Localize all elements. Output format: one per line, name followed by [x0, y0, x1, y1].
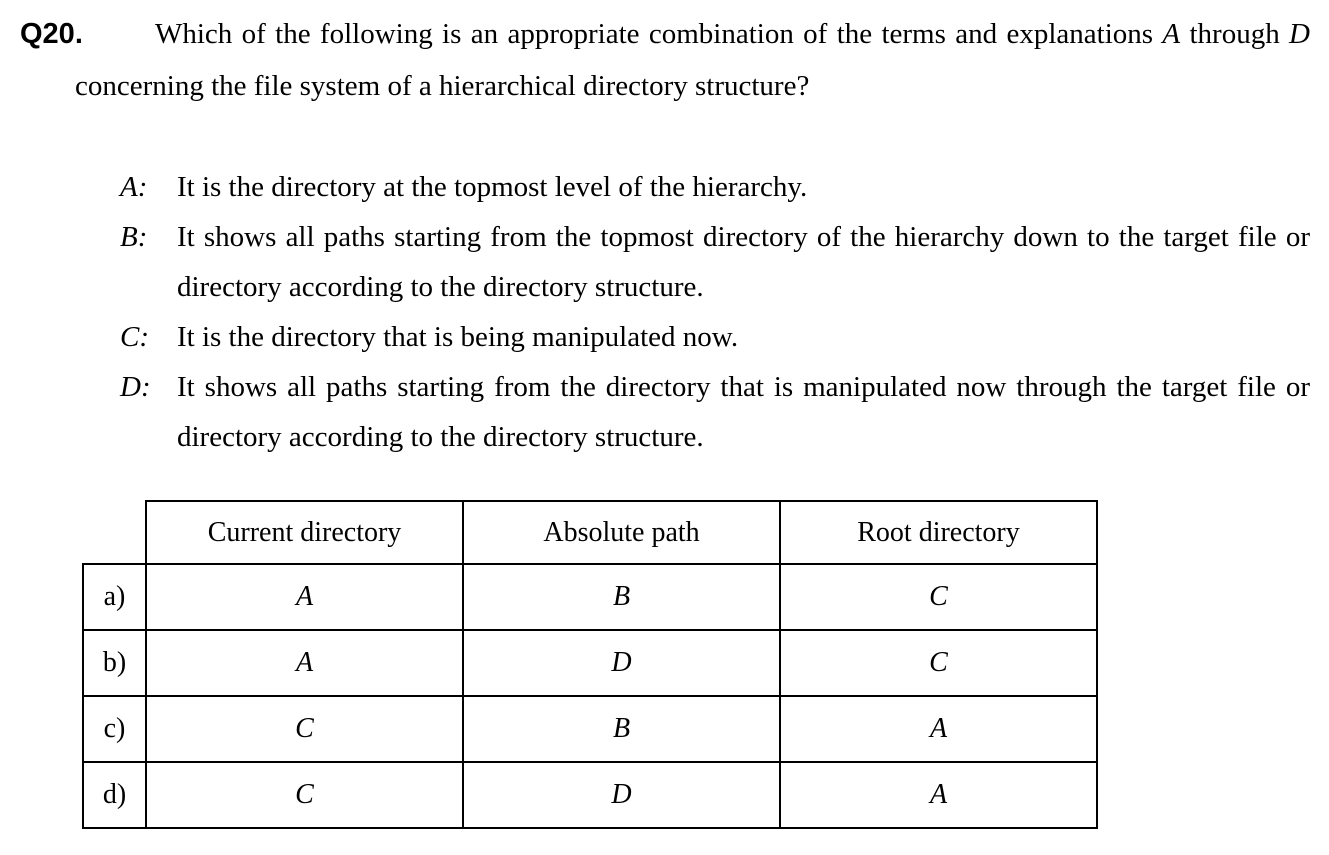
term-a-reference: A	[1162, 18, 1181, 50]
answer-cell-a-absolute: B	[463, 564, 780, 630]
answer-cell-a-root: C	[780, 564, 1097, 630]
answer-cell-d-root: A	[780, 762, 1097, 828]
answer-cell-b-absolute: D	[463, 630, 780, 696]
explanation-item-b	[120, 212, 1310, 312]
explanation-text-a: It is the directory at the topmost level of the hierarchy.	[177, 171, 808, 203]
table-row-b	[83, 630, 1097, 696]
explanation-label-b: B:	[120, 221, 148, 253]
answer-table	[82, 500, 1098, 829]
table-header-row	[83, 501, 1097, 564]
explanation-label-d: D:	[120, 371, 151, 403]
term-d-reference: D	[1289, 18, 1310, 50]
answer-cell-c-root: A	[780, 696, 1097, 762]
explanation-label-c: C:	[120, 321, 149, 353]
column-header-root-directory: Root directory	[780, 501, 1097, 564]
explanation-item-d	[120, 362, 1310, 462]
row-label-a: a)	[83, 564, 146, 630]
table-row-c	[83, 696, 1097, 762]
row-label-b: b)	[83, 630, 146, 696]
table-corner-cell	[83, 501, 146, 564]
row-label-d: d)	[83, 762, 146, 828]
answer-cell-c-current: C	[146, 696, 463, 762]
column-header-current-directory: Current directory	[146, 501, 463, 564]
row-label-c: c)	[83, 696, 146, 762]
answer-cell-b-root: C	[780, 630, 1097, 696]
explanation-text-d: It shows all paths starting from the directory that is manipulated now through the target file or directory according to the directory structure.	[177, 371, 1310, 453]
explanation-label-a: A:	[120, 171, 148, 203]
question-number: Q20.	[20, 18, 83, 50]
table-row-a	[83, 564, 1097, 630]
explanation-list	[120, 162, 1310, 462]
answer-cell-d-current: C	[146, 762, 463, 828]
question-block	[0, 0, 1329, 112]
answer-cell-a-current: A	[146, 564, 463, 630]
question-text-part1: Which of the following is an appropriate combination of the terms and explanations	[155, 18, 1163, 50]
question-text-part2: through	[1180, 18, 1290, 50]
explanation-item-c	[120, 312, 1310, 362]
answer-cell-b-current: A	[146, 630, 463, 696]
answer-cell-d-absolute: D	[463, 762, 780, 828]
explanation-item-a	[120, 162, 1310, 212]
column-header-absolute-path: Absolute path	[463, 501, 780, 564]
explanation-text-c: It is the directory that is being manipulated now.	[177, 321, 739, 353]
question-text-part3: concerning the file system of a hierarchical directory structure?	[75, 70, 810, 102]
answer-cell-c-absolute: B	[463, 696, 780, 762]
question-text	[75, 8, 1310, 112]
table-row-d	[83, 762, 1097, 828]
explanation-text-b: It shows all paths starting from the topmost directory of the hierarchy down to the target file or directory according to the directory structure.	[177, 221, 1310, 303]
